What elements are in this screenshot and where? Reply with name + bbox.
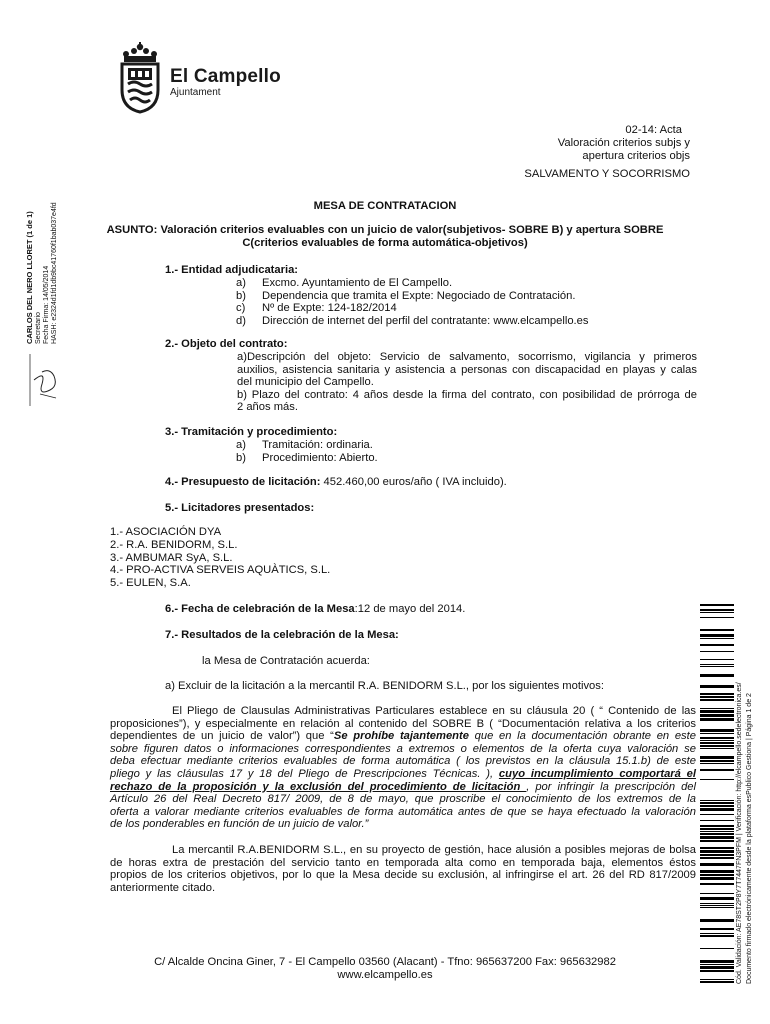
- barcode: [700, 604, 734, 984]
- item-text: Procedimiento: Abierto.: [262, 451, 378, 464]
- emphasis-text: Se prohíbe tajantemente: [333, 730, 469, 743]
- para-line: de los ponderables en función de un juicio de valor.”: [110, 818, 369, 831]
- bidders-list: [110, 526, 330, 590]
- object-line: del municipio del Campello.: [237, 376, 374, 389]
- ref-line: 02-14: Acta: [625, 124, 682, 136]
- stamp-line: CARLOS DEL NERO LLORET (1 de 1): [25, 211, 34, 344]
- item-text: Tramitación: ordinaria.: [262, 439, 373, 451]
- exclusion-line: a) Excluir de la licitación a la mercantil R.A. BENIDORM S.L., por los siguientes motivos:: [165, 680, 604, 692]
- item-text: Dirección de internet del perfil del contratante: www.elcampello.es: [262, 314, 589, 327]
- emphasis-text: cuyo incumplimiento comportará el: [498, 767, 696, 780]
- paragraph-2: [110, 844, 696, 894]
- logo-name: El Campello: [170, 66, 281, 87]
- para-line: sobre figuren datos o informaciones correspondientes a extremos o elementos de la oferta cuya valoración se: [110, 742, 696, 755]
- service-name: SALVAMENTO Y SOCORRISMO: [524, 168, 690, 180]
- footer-web: www.elcampello.es: [337, 968, 433, 981]
- section-7-heading: 7.- Resultados de la celebración de la Mesa:: [165, 629, 399, 641]
- section-2-heading: 2.- Objeto del contrato:: [165, 338, 288, 350]
- para-text: , por infringir la prescripción del: [526, 780, 697, 793]
- bidder-item: 5.- EULEN, S.A.: [110, 577, 191, 590]
- para-text: pliego y las cláusulas 17 y 18 del Pliego de Prescripciones Técnicas. ),: [110, 767, 499, 780]
- list-item: [236, 290, 588, 303]
- item-text: Excmo. Ayuntamiento de El Campello.: [262, 277, 453, 289]
- section-1-heading: 1.- Entidad adjudicataria:: [165, 264, 299, 276]
- list-item: [236, 315, 588, 328]
- para-line: propios de los criterios objetivos, por lo que la Mesa decide su exclusión, al infringirse el art. 26 del RD 817/2009: [110, 869, 696, 882]
- list-item: [236, 277, 588, 290]
- list-item: [236, 452, 378, 465]
- section-5-heading: 5.- Licitadores presentados:: [165, 502, 315, 514]
- item-key: b): [236, 451, 246, 464]
- bidder-item: 1.- ASOCIACIÓN DYA: [110, 526, 222, 538]
- stamp-line: Secretario: [35, 312, 42, 344]
- para-line: anteriormente citado.: [110, 881, 216, 894]
- section-3-heading: 3.- Tramitación y procedimiento:: [165, 426, 338, 438]
- item-key: b): [236, 289, 246, 302]
- section-3-list: [236, 439, 378, 464]
- bullet-text: la Mesa de Contratación acuerda:: [202, 655, 370, 667]
- document-title: MESA DE CONTRATACION: [313, 200, 457, 212]
- para-line: [110, 768, 696, 781]
- footer: [0, 956, 770, 981]
- para-line: La mercantil R.A.BENIDORM S.L., en su proyecto de gestión, hace alusión a posibles mejoras de bolsa: [172, 844, 696, 856]
- para-line: [110, 730, 696, 743]
- para-line: de horas extra de prestación del servicio tanto en temporada alta como en temporada baja, elementos éstos: [110, 856, 696, 869]
- para-line: proposiciones”), y especialmente en relación al contenido del SOBRE B ( “Documentación relativa a los criterios: [110, 717, 696, 730]
- coat-of-arms-icon: [118, 42, 162, 114]
- item-key: c): [236, 302, 246, 315]
- bidder-item: 2.- R.A. BENIDORM, S.L.: [110, 538, 238, 551]
- para-line: oferta a valorar mediante criterios evaluables de forma automática antes de que se haya efectuado la valoración: [110, 805, 696, 818]
- para-text: dependientes de un juicio de valor”) que “: [110, 730, 334, 743]
- signature-stamp: [22, 190, 70, 420]
- para-line: [110, 781, 696, 794]
- budget-value: 452.460,00 euros/año ( IVA incluido).: [320, 476, 507, 488]
- term-line: b) Plazo del contrato: 4 años desde la firma del contrato, con posibilidad de prórroga de: [237, 388, 697, 401]
- paragraph-1: [110, 705, 696, 831]
- validation-line: Documento firmado electrónicamente desde la plataforma esPublico Gestiona | Página 1 de 2: [746, 693, 753, 984]
- date-label: 6.- Fecha de celebración de la Mesa: [165, 603, 355, 615]
- item-key: d): [236, 314, 246, 327]
- ref-line: Valoración criterios subjs y: [557, 137, 690, 150]
- date-value: :12 de mayo del 2014.: [354, 603, 466, 615]
- asunto-line-2: C(criterios evaluables de forma automática-objetivos): [242, 237, 528, 249]
- item-key: a): [236, 277, 246, 289]
- para-text: que en la documentación obrante en este: [468, 730, 696, 743]
- list-item: [236, 302, 588, 315]
- validation-line: Cód. Validación: AE78ST2P8Y7T7447FN3PFM | Verificación: http://elcampello.sedelectronica.es/: [736, 682, 743, 984]
- budget-label: 4.- Presupuesto de licitación:: [165, 476, 321, 488]
- para-line: deba efectuar mediante criterios evaluables de forma automática ( los previstos en la cláusula 15.1.b) de este: [110, 755, 696, 768]
- list-item: [236, 439, 378, 452]
- section-6: [165, 603, 465, 615]
- item-key: a): [236, 439, 246, 451]
- bidder-item: 4.- PRO-ACTIVA SERVEIS AQUÀTICS, S.L.: [110, 564, 331, 577]
- bidder-item: 3.- AMBUMAR SyA, S.L.: [110, 551, 233, 564]
- emphasis-text: rechazo de la proposición y la exclusión del procedimiento de licitación: [110, 780, 527, 793]
- section-4: [165, 476, 507, 488]
- section-2-body: [237, 351, 697, 414]
- handwritten-signature: [28, 350, 64, 410]
- term-line: 2 años más.: [237, 401, 298, 414]
- item-text: Nº de Expte: 124-182/2014: [262, 302, 397, 315]
- stamp-line: HASH: e2324d1fd1db9bc41760f1bab037e4fd: [51, 202, 58, 344]
- item-text: Dependencia que tramita el Expte: Negociado de Contratación.: [262, 289, 576, 302]
- ref-line: apertura criterios objs: [582, 150, 690, 163]
- para-line: Artículo 26 del Real Decreto 817/ 2009, de 8 de mayo, que proscribe el conocimiento de los extremos de la: [110, 793, 696, 806]
- object-line: auxilios, asistencia sanitaria y asistencia a personas con discapacidad en playas y calas: [237, 363, 697, 376]
- footer-address: C/ Alcalde Oncina Giner, 7 - El Campello 03560 (Alacant) - Tfno: 965637200 Fax: 965632982: [154, 956, 616, 968]
- para-line: El Pliego de Clausulas Administrativas Particulares establece en su cláusula 20 ( “ Contenido de las: [172, 705, 696, 717]
- section-1-list: [236, 277, 588, 327]
- asunto-line-1: ASUNTO: Valoración criterios evaluables con un juicio de valor(subjetivos- SOBRE B) y apertura SOBRE: [106, 224, 664, 236]
- logo-subtitle: Ajuntament: [170, 87, 221, 98]
- reference-block: [558, 124, 690, 164]
- object-line: a)Descripción del objeto: Servicio de salvamento, socorrismo, vigilancia y primeros: [237, 351, 697, 363]
- stamp-line: Fecha Firma: 14/05/2014: [43, 265, 50, 344]
